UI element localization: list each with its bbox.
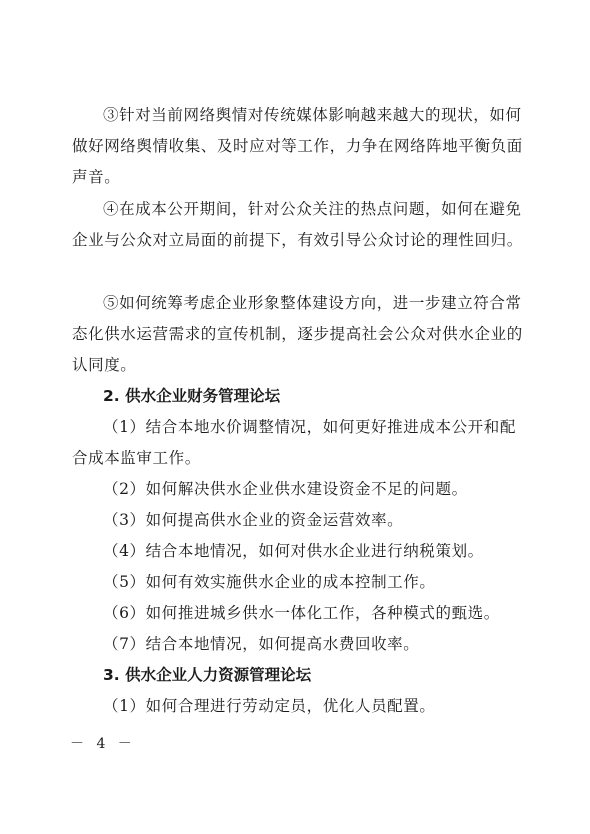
section-2-item-1: （1）结合本地水价调整情况，如何更好推进成本公开和配合成本监审工作。 bbox=[72, 418, 516, 467]
paragraph-5: ⑤如何统筹考虑企业形象整体建设方向，进一步建立符合常态化供水运营需求的宣传机制，逐步提高社会公众对供水企业的认同度。 bbox=[72, 294, 523, 374]
section-3-item-1: （1）如何合理进行劳动定员，优化人员配置。 bbox=[103, 697, 436, 715]
page-number: － 4 － bbox=[70, 736, 136, 752]
section-2-item-7: （7）结合本地情况，如何提高水费回收率。 bbox=[103, 635, 420, 653]
section-2-item-4: （4）结合本地情况，如何对供水企业进行纳税策划。 bbox=[103, 542, 484, 560]
section-2-item-6: （6）如何推进城乡供水一体化工作，各种模式的甄选。 bbox=[103, 604, 500, 622]
section-2-heading: 2. 供水企业财务管理论坛 bbox=[103, 387, 281, 405]
section-2-item-5: （5）如何有效实施供水企业的成本控制工作。 bbox=[103, 573, 436, 591]
paragraph-4: ④在成本公开期间，针对公众关注的热点问题，如何在避免企业与公众对立局面的前提下，有效引导公众讨论的理性回归。 bbox=[72, 200, 523, 249]
section-2-item-3: （3）如何提高供水企业的资金运营效率。 bbox=[103, 511, 404, 529]
section-3-heading: 3. 供水企业人力资源管理论坛 bbox=[103, 666, 312, 684]
section-2-item-2: （2）如何解决供水企业供水建设资金不足的问题。 bbox=[103, 480, 468, 498]
paragraph-3: ③针对当前网络舆情对传统媒体影响越来越大的现状，如何做好网络舆情收集、及时应对等工作，力争在网络阵地平衡负面声音。 bbox=[72, 106, 523, 186]
